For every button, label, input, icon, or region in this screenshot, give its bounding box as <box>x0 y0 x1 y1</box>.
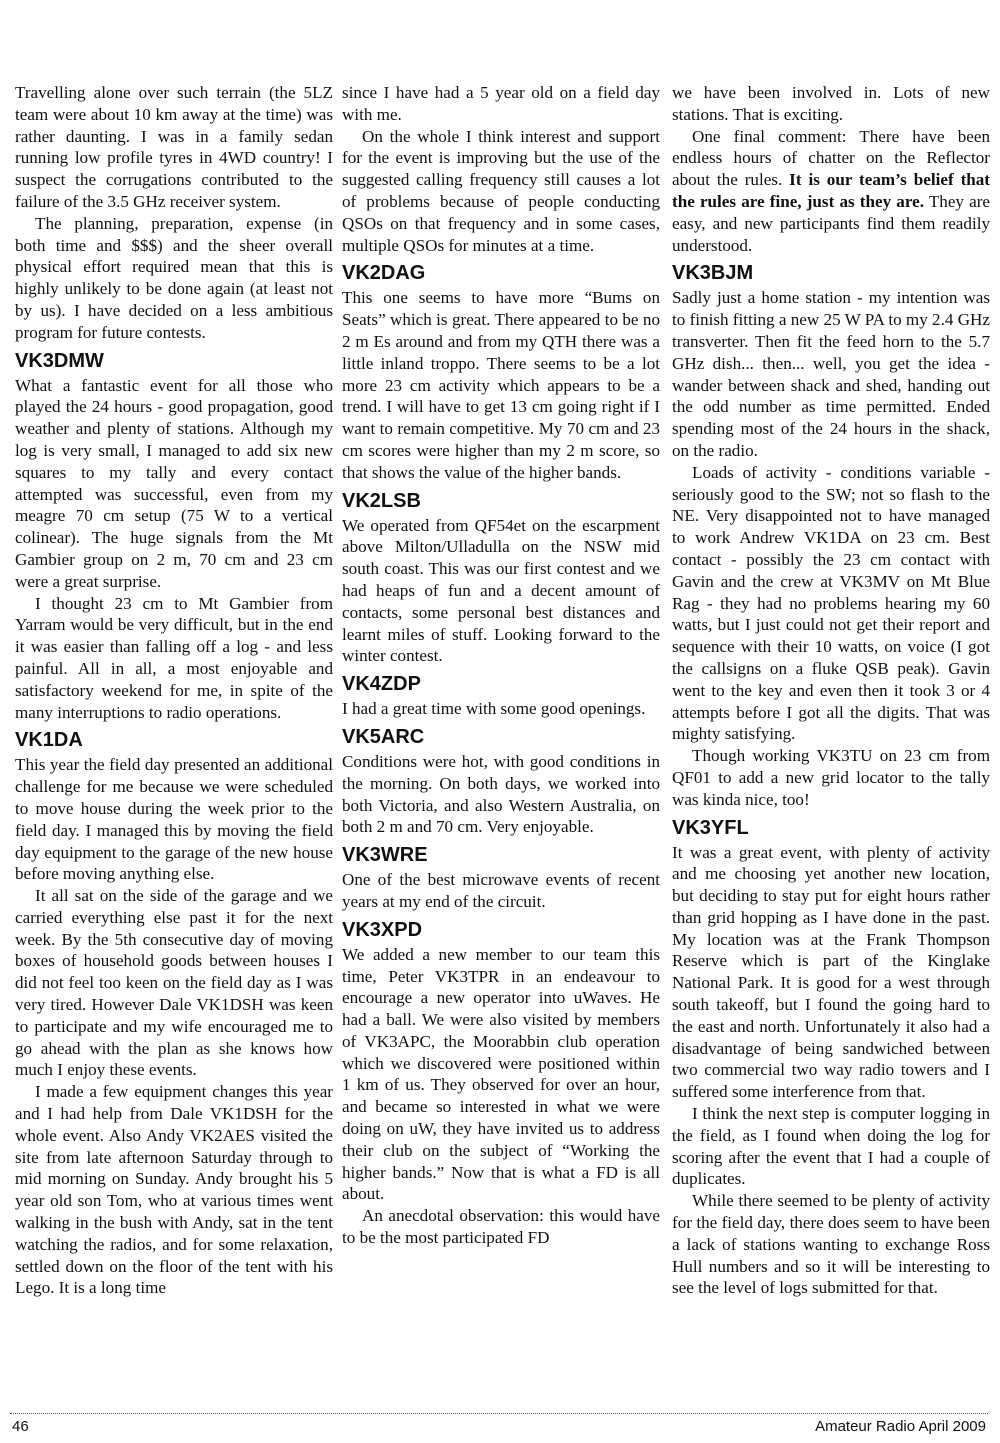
paragraph: We operated from QF54et on the escarpment above Milton/Ulladulla on the NSW mid south coast. This was our first contest and we had heaps of fun and a decent amount of contacts, some personal best distances and learnt miles of stuff. Looking forward to the winter contest. <box>342 515 660 666</box>
paragraph: We added a new member to our team this time, Peter VK3TPR in an endeavour to encourage a new operator into uWaves. He had a ball. We were also visited by members of VK3APC, the Moorabbin club operation which we discovered were positioned within 1 km of us. They observed for over an hour, and became so interested in what we were doing on uW, they have invited us to address their club on the subject of “Working the higher bands.” Now that is what a FD is all about. <box>342 944 660 1204</box>
paragraph: It all sat on the side of the garage and we carried everything else past it for the next week. By the 5th consecutive day of moving boxes of household goods between houses I did not feel too keen on the field day as I was very tired. However Dale VK1DSH was keen to participate and my wife encouraged me to go ahead with the plan as she knows how much I enjoy these events. <box>15 886 333 1080</box>
callsign-heading-vk2dag: VK2DAG <box>342 262 426 285</box>
callsign-heading-vk3wre: VK3WRE <box>342 844 428 867</box>
callsign-heading-vk3dmw: VK3DMW <box>15 349 104 372</box>
paragraph: An anecdotal observation: this would have to be the most participated FD <box>342 1206 660 1248</box>
callsign-heading-vk3yfl: VK3YFL <box>672 816 749 839</box>
rules-comment-text: One final comment: There have been endless hours of chatter on the Reflector about the rules. <box>672 126 990 190</box>
callsign-heading-vk3xpd: VK3XPD <box>342 918 423 941</box>
paragraph: It was a great event, with plenty of activity and me choosing yet another new location, but deciding to stay put for eight hours rather than grid hopping as I have done in the past. My location was at the Frank Thompson Reserve which is part of the Kinglake National Park. It is good for a west through south takeoff, but I found the going hard to the east and north. Unfortunately it also had a disadvantage of being sandwiched between two commercial two way radio towers and I suffered some interference from that. <box>672 842 990 1102</box>
callsign-heading-vk3bjm: VK3BJM <box>672 262 754 285</box>
paragraph: Travelling alone over such terrain (the 5LZ team were about 10 km away at the time) was rather daunting. I was in a family sedan running low profile tyres in 4WD country! I suspect the corrugations contributed to the failure of the 3.5 GHz receiver system. <box>15 83 333 211</box>
paragraph: One of the best microwave events of recent years at my end of the circuit. <box>342 870 660 911</box>
paragraph: Though working VK3TU on 23 cm from QF01 to add a new grid locator to the tally was kinda nice, too! <box>672 746 990 809</box>
paragraph: The planning, preparation, expense (in both time and $$$) and the sheer overall physical effort required mean that this is highly unlikely to be done again (at least not by us). I have decided on a less ambitious program for future contests. <box>15 213 333 342</box>
column-3 <box>672 82 990 1299</box>
paragraph-rules-comment <box>672 126 990 257</box>
callsign-heading-vk1da: VK1DA <box>15 729 83 752</box>
paragraph: On the whole I think interest and support for the event is improving but the use of the suggested calling frequency still causes a lot of problems because of people conducting QSOs on that frequency and in some cases, multiple QSOs for minutes at a time. <box>342 126 660 255</box>
page-number: 46 <box>12 1418 29 1435</box>
callsign-heading-vk4zdp: VK4ZDP <box>342 673 421 696</box>
paragraph: Sadly just a home station - my intention was to finish fitting a new 25 W PA to my 2.4 GHz transverter. Then fit the feed horn to the 5.7 GHz dish... then... well, you get the idea - wander between shack and shed, handing out the odd number as time permitted. Ended spending most of the 24 hours in the shack, on the radio. <box>672 288 990 460</box>
column-1 <box>15 82 333 1299</box>
paragraph: Loads of activity - conditions variable - seriously good to the SW; not so flash to the NE. Very disappointed not to have managed to work Andrew VK1DA on 23 cm. Best contact - possibly the 23 cm contact with Gavin and the crew at VK3MV on Mt Blue Rag - they had no problems hearing my 60 watts, but I just could not get their report and sequence with their 10 watts, on voice (I got the callsigns on a fluke QSB peak). Gavin went to the key and even then it took 3 or 4 attempts before I got all the digits. That was mighty satisfying. <box>672 462 990 744</box>
magazine-issue-label: Amateur Radio April 2009 <box>815 1418 986 1435</box>
footer-divider <box>10 1413 988 1414</box>
paragraph: Conditions were hot, with good conditions in the morning. On both days, we worked into both Victoria, and also Western Australia, on both 2 m and 70 cm. Very enjoyable. <box>342 751 660 837</box>
column-2 <box>342 82 660 1249</box>
paragraph: This year the field day presented an additional challenge for me because we were scheduled to move house during the week prior to the field day. I managed this by moving the field day equipment to the garage of the new house before moving anything else. <box>15 755 333 884</box>
paragraph: What a fantastic event for all those who played the 24 hours - good propagation, good weather and plenty of stations. Although my log is very small, I managed to add six new squares to my tally and every contact attempted was successful, even from my meagre 70 cm setup (75 W to a vertical colinear). The huge signals from the Mt Gambier group on 2 m, 70 cm and 23 cm were a great surprise. <box>15 375 333 591</box>
paragraph: since I have had a 5 year old on a field day with me. <box>342 83 660 124</box>
paragraph: I had a great time with some good openings. <box>342 699 646 719</box>
paragraph: This one seems to have more “Bums on Seats” which is great. There appeared to be no 2 m Es around and from my QTH there was a little inland troppo. There seems to be a lot more 23 cm activity which appears to be a trend. I will have to get 13 cm going right if I want to remain competitive. My 70 cm and 23 cm scores were higher than my 2 m score, so that shows the value of the higher bands. <box>342 288 660 482</box>
paragraph: I think the next step is computer logging in the field, as I found when doing the log for scoring after the event that I had a couple of duplicates. <box>672 1104 990 1189</box>
paragraph: I thought 23 cm to Mt Gambier from Yarram would be very difficult, but in the end it was easier than falling off a log - and less painful. All in all, a most enjoyable and satisfactory weekend for me, in spite of the many interruptions to radio operations. <box>15 593 333 722</box>
callsign-heading-vk2lsb: VK2LSB <box>342 489 421 512</box>
team-belief-bold-text: It is our team’s belief that the rules are fine, just as they are. <box>672 170 991 211</box>
paragraph: While there seemed to be plenty of activity for the field day, there does seem to have been a lack of stations wanting to exchange Ross Hull numbers and so it will be interesting to see the level of logs submitted for that. <box>672 1191 990 1298</box>
rules-comment-text-end: They are easy, and new participants find them readily understood. <box>672 191 991 255</box>
callsign-heading-vk5arc: VK5ARC <box>342 725 425 748</box>
paragraph: we have been involved in. Lots of new stations. That is exciting. <box>672 83 990 124</box>
paragraph: I made a few equipment changes this year and I had help from Dale VK1DSH for the whole event. Also Andy VK2AES visited the site from late afternoon Saturday through to mid morning on Sunday. Andy brought his 5 year old son Tom, who at various times went walking in the bush with Andy, sat in the tent watching the radios, and for some relaxation, settled down on the floor of the tent with his Lego. It is a long time <box>15 1082 333 1298</box>
